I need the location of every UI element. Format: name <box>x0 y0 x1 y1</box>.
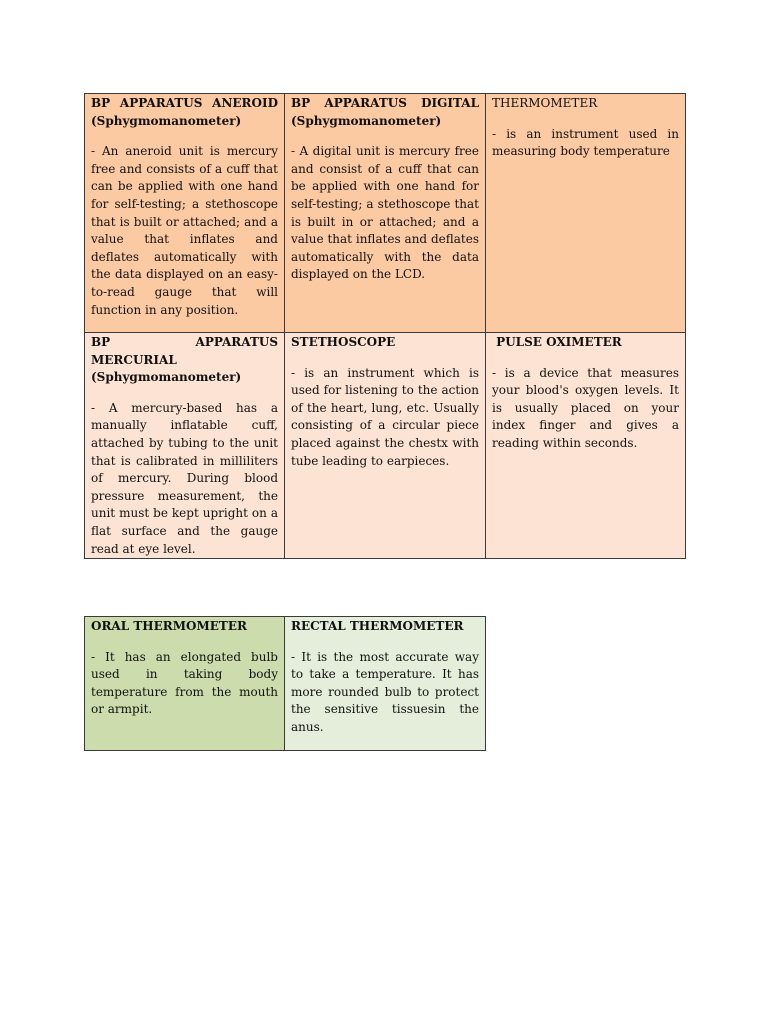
table-row <box>85 94 686 333</box>
cell-bp-aneroid <box>85 94 285 333</box>
equipment-table <box>84 93 686 559</box>
cell-description: - A mercury-based has a manually inflatable cuff, attached by tubing to the unit that is calibrated in milliliters of mercury. During blood pressure measurement, the unit must be kept upright on a flat surface and the gauge read at eye level. <box>91 400 278 556</box>
cell-description: - An aneroid unit is mercury free and consists of a cuff that can be applied with one hand for self-testing; a stethoscope that is built or attached; and a value that inflates and deflates automatically with the data displayed on an easy-to-read gauge that will function in any position. <box>91 144 278 317</box>
cell-bp-mercurial <box>85 333 285 559</box>
title-line-1: BP APPARATUS ANEROID <box>91 96 278 110</box>
cell-description: - It is the most accurate way to take a temperature. It has more rounded bulb to protect the sensitive tissuesin the anus. <box>291 649 479 734</box>
cell-bp-digital <box>285 94 486 333</box>
thermometer-table <box>84 616 486 751</box>
table-row <box>85 333 686 559</box>
cell-description: - A digital unit is mercury free and consist of a cuff that can be applied with one hand for self-testing; a stethoscope that is built in or attached; and a value that inflates and deflates automatically with the data displayed on the LCD. <box>291 144 479 282</box>
cell-title: ORAL THERMOMETER <box>91 619 247 633</box>
cell-title: PULSE OXIMETER <box>492 335 622 349</box>
cell-title <box>291 95 479 130</box>
cell-description: - is an instrument used in measuring body temperature <box>492 126 679 159</box>
cell-rectal-thermometer <box>285 617 486 751</box>
table-row <box>85 617 486 751</box>
title-line-2: (Sphygmomanometer) <box>291 113 442 128</box>
cell-title <box>91 95 278 130</box>
cell-stethoscope <box>285 333 486 559</box>
title-line-1: BP APPARATUS DIGITAL <box>291 96 479 110</box>
cell-title: RECTAL THERMOMETER <box>291 619 464 633</box>
cell-description: - is a device that measures your blood's oxygen levels. It is usually placed on your index finger and gives a reading within seconds. <box>492 365 679 450</box>
title-line-2: (Sphygmomanometer) <box>91 113 242 128</box>
cell-title: STETHOSCOPE <box>291 335 396 349</box>
cell-pulse-oximeter <box>486 333 686 559</box>
cell-title <box>91 334 278 387</box>
cell-oral-thermometer <box>85 617 285 751</box>
cell-thermometer <box>486 94 686 333</box>
title-line-2: (Sphygmomanometer) <box>91 370 242 385</box>
title-line-1: BP APPARATUS MERCURIAL <box>91 335 278 367</box>
cell-description: - is an instrument which is used for listening to the action of the heart, lung, etc. Usually consisting of a circular piece placed against the chestx with tube leading to earpieces. <box>291 365 479 468</box>
cell-description: - It has an elongated bulb used in taking body temperature from the mouth or armpit. <box>91 649 278 717</box>
cell-title: THERMOMETER <box>492 96 598 110</box>
